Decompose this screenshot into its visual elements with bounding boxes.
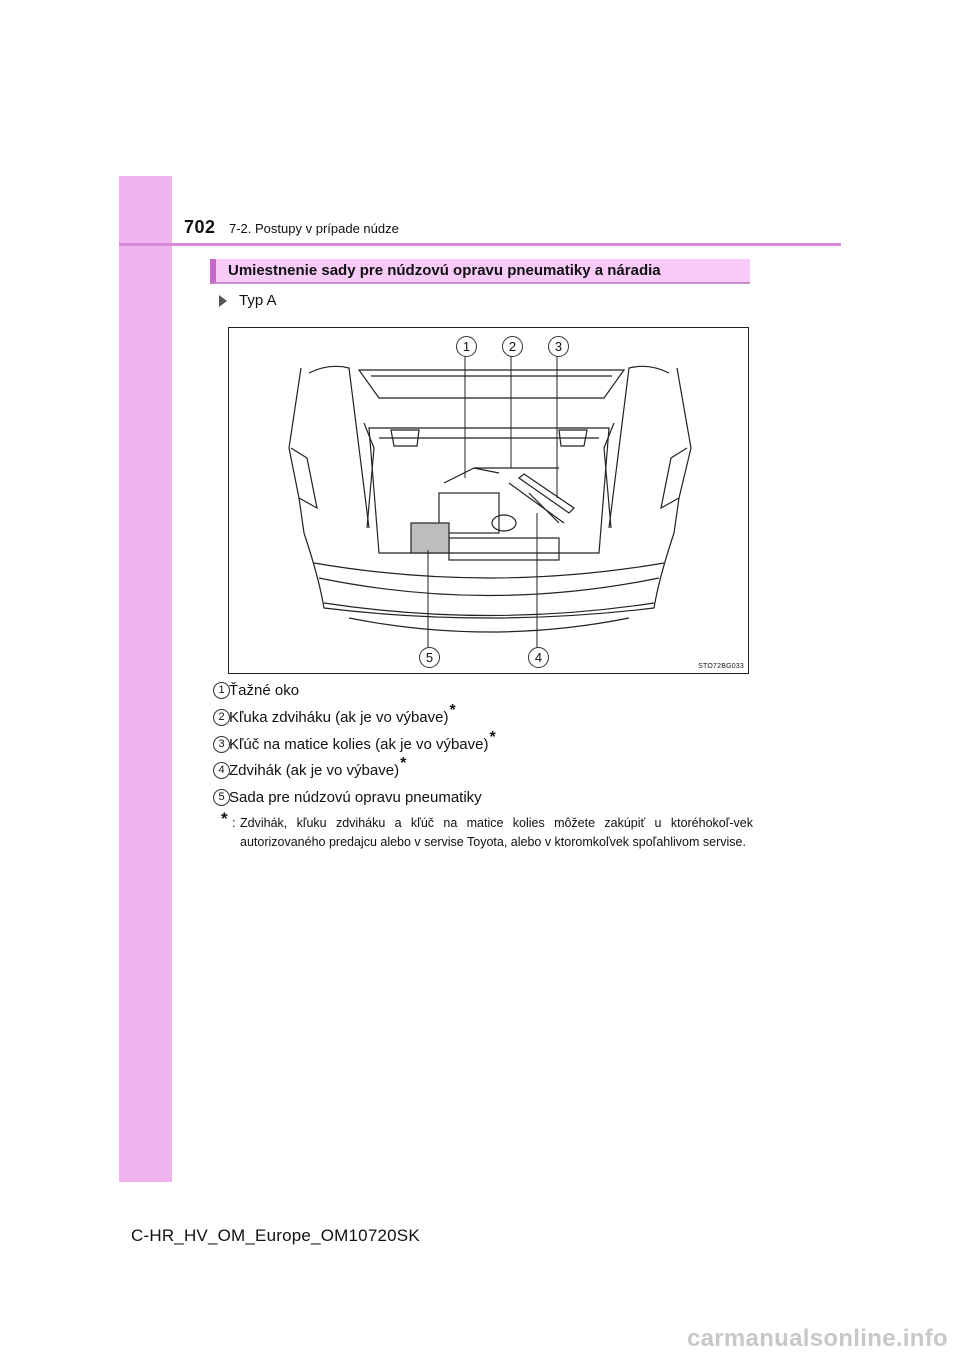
item-text: Kľúč na matice kolies (ak je vo výbave)*: [229, 729, 496, 753]
callout-1: 1: [456, 336, 477, 357]
chapter-title: 7-2. Postupy v prípade núdze: [229, 221, 399, 236]
footnote-colon: :: [232, 816, 236, 830]
chapter-side-tab: [119, 176, 172, 1182]
type-label: Typ A: [239, 292, 277, 309]
footnote: [221, 809, 753, 852]
callout-5: 5: [419, 647, 440, 668]
item-number: 1: [213, 682, 230, 699]
footnote-text: Zdvihák, kľuku zdviháku a kľúč na matice kolies môžete zakúpiť u ktoréhokoľ-vek autorizovaného predajcu alebo v servise Toyota, alebo v ktoromkoľvek spoľahlivom servise.: [240, 816, 753, 849]
trunk-illustration: [228, 327, 749, 674]
callout-3: 3: [548, 336, 569, 357]
item-number: 2: [213, 709, 230, 726]
figure-code: STO72BG033: [698, 663, 744, 670]
item-text: Zdvihák (ak je vo výbave)*: [229, 755, 407, 779]
callout-4: 4: [528, 647, 549, 668]
page-number: 702: [184, 217, 216, 237]
item-number: 3: [213, 736, 230, 753]
section-title: Umiestnenie sady pre núdzovú opravu pneumatiky a náradia: [210, 259, 750, 284]
item-text: Sada pre núdzovú opravu pneumatiky: [229, 789, 482, 806]
item-text: Ťažné oko: [229, 682, 300, 699]
document-id: C-HR_HV_OM_Europe_OM10720SK: [131, 1226, 420, 1245]
item-text: Kľuka zdviháku (ak je vo výbave)*: [229, 702, 456, 726]
item-number: 4: [213, 762, 230, 779]
footnote-mark: *: [221, 809, 228, 828]
triangle-bullet-icon: [219, 295, 227, 307]
callout-2: 2: [502, 336, 523, 357]
header-divider: [119, 243, 841, 246]
watermark: carmanualsonline.info: [686, 1325, 948, 1352]
trunk-drawing: [229, 328, 749, 674]
item-number: 5: [213, 789, 230, 806]
